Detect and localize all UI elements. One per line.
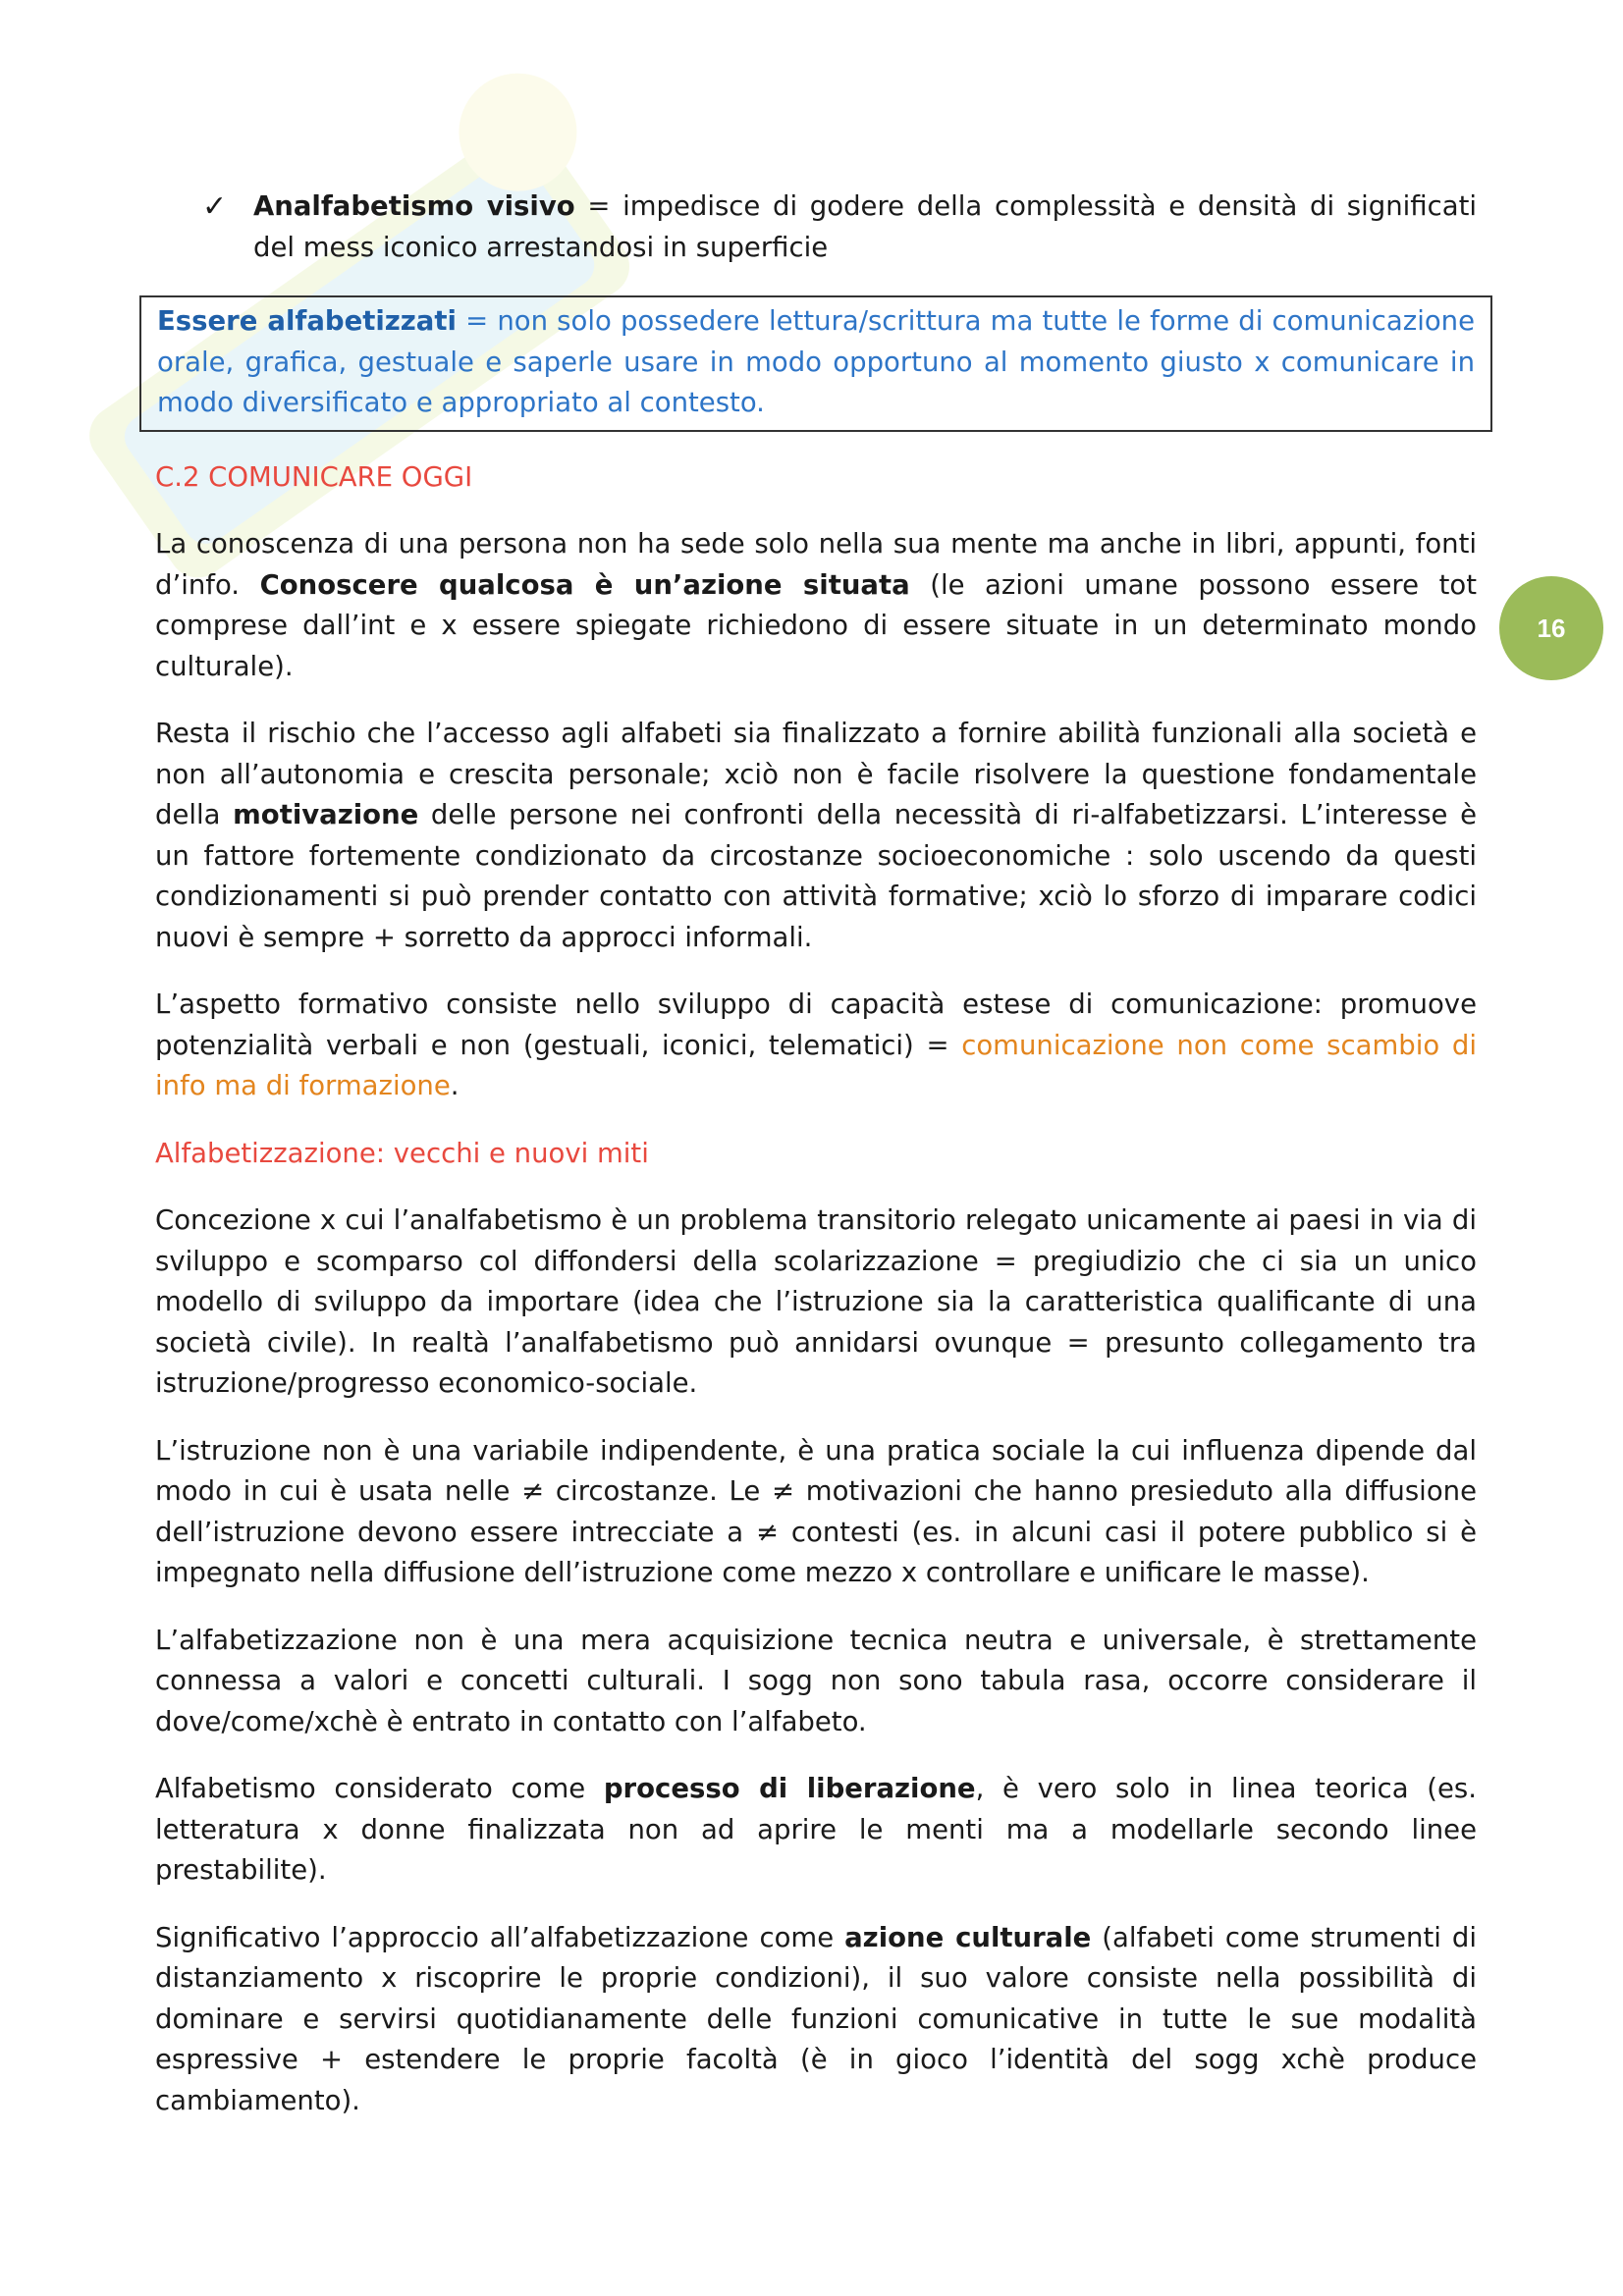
paragraph: Alfabetismo considerato come processo di liberazione, è vero solo in linea teorica (es. letteratura x donne finalizzata non ad aprire le menti ma a modellarle secondo linee prestabilite).	[155, 1773, 1477, 1886]
document-body	[155, 187, 1477, 2148]
definition-text: = non solo possedere lettura/scrittura ma tutte le forme di comunicazione orale, grafica, gestuale e saperle usare in modo opportuno al momento giusto x comunicare in modo diversificato e appropriato al contesto.	[157, 305, 1476, 418]
paragraph: L’istruzione non è una variabile indipendente, è una pratica sociale la cui influenza dipende dal modo in cui è usata nelle ≠ circostanze. Le ≠ motivazioni che hanno presieduto alla diffusione dell’istruzione devono essere intrecciate a ≠ contesti (es. in alcuni casi il potere pubblico si è impegnato nella diffusione dell’istruzione come mezzo x controllare e unificare le masse).	[155, 1434, 1477, 1588]
paragraph: Concezione x cui l’analfabetismo è un problema transitorio relegato unicamente ai paesi in via di sviluppo e scomparso col diffondersi della scolarizzazione = pregiudizio che ci sia un unico modello di sviluppo da importare (idea che l’istruzione sia la caratteristica qualificante di una società civile). In realtà l’analfabetismo può annidarsi ovunque = presunto collegamento tra istruzione/progresso economico-sociale.	[155, 1204, 1477, 1399]
paragraph: Resta il rischio che l’accesso agli alfabeti sia finalizzato a fornire abilità funzionali alla società e non all’autonomia e crescita personale; xciò non è facile risolvere la questione fondamentale della motivazione delle persone nei confronti della necessità di ri-alfabetizzarsi. L’interesse è un fattore fortemente condizionato da circostanze socioeconomiche : solo uscendo da questi condizionamenti si può prender contatto con attività formative; xciò lo sforzo di imparare codici nuovi è sempre + sorretto da approcci informali.	[155, 718, 1478, 953]
checkmark-icon: ✓	[202, 189, 228, 224]
definition-term: Essere alfabetizzati	[157, 305, 457, 337]
definition-box	[139, 295, 1492, 432]
highlight-text: comunicazione non come scambio di info ma di formazione	[155, 1029, 1478, 1101]
bullet-item	[155, 187, 1477, 268]
subheading: Alfabetizzazione: vecchi e nuovi miti	[155, 1137, 649, 1169]
page-number-badge: 16	[1499, 576, 1603, 680]
bullet-term: Analfabetismo visivo	[253, 190, 575, 222]
paragraph: L’aspetto formativo consiste nello sviluppo di capacità estese di comunicazione: promuove potenzialità verbali e non (gestuali, iconici, telematici) = comunicazione non come scambio di info ma di formazione.	[155, 988, 1478, 1101]
section-title: C.2 COMUNICARE OGGI	[155, 460, 473, 493]
paragraph: L’alfabetizzazione non è una mera acquisizione tecnica neutra e universale, è strettamente connessa a valori e concetti culturali. I sogg non sono tabula rasa, occorre considerare il dove/come/xchè è entrato in contatto con l’alfabeto.	[155, 1624, 1477, 1737]
paragraph: La conoscenza di una persona non ha sede solo nella sua mente ma anche in libri, appunti, fonti d’info. Conoscere qualcosa è un’azione situata (le azioni umane possono essere tot comprese dall’int e x essere spiegate richiedono di essere situate in un determinato mondo culturale).	[155, 528, 1477, 682]
paragraph: Significativo l’approccio all’alfabetizzazione come azione culturale (alfabeti come strumenti di distanziamento x riscoprire le proprie condizioni), il suo valore consiste nella possibilità di dominare e servirsi quotidianamente delle funzioni comunicative in tutte le sue modalità espressive + estendere le proprie facoltà (è in gioco l’identità del sogg xchè produce cambiamento).	[155, 1921, 1477, 2116]
bullet-text: = impedisce di godere della complessità e densità di significati del mess iconico arrestandosi in superficie	[253, 190, 1477, 263]
